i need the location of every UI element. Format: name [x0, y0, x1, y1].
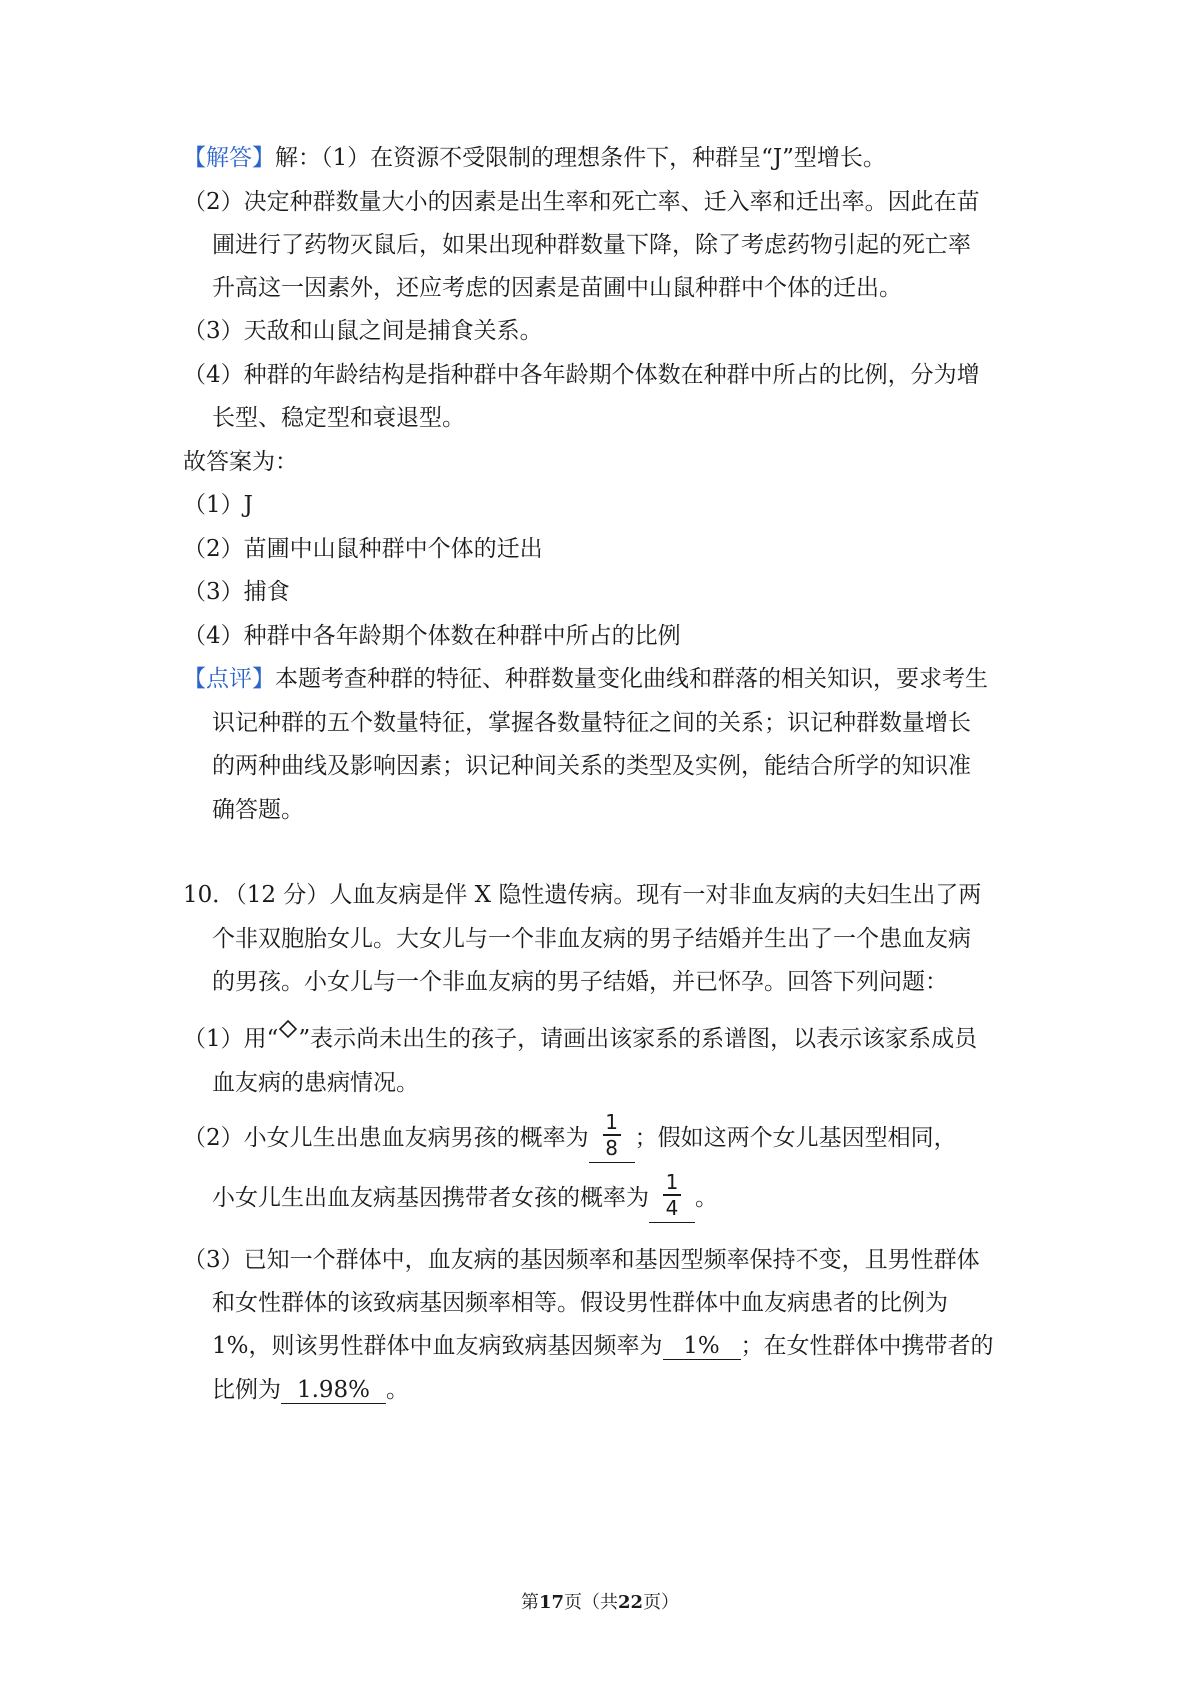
- page-footer: [0, 1588, 1200, 1614]
- final-answer-2: （2）苗圃中山鼠种群中个体的迁出: [183, 536, 543, 562]
- review-tag: 【点评】: [183, 666, 275, 692]
- diamond-icon: [278, 1017, 298, 1047]
- answer-p2-line3: 升高这一因素外，还应考虑的因素是苗圃中山鼠种群中个体的迁出。: [212, 275, 902, 301]
- q10-part2-line2-pre: 小女儿生出血友病基因携带者女孩的概率为: [212, 1184, 649, 1211]
- q10-stem-line2: 个非双胞胎女儿。大女儿与一个非血友病的男子结婚并生出了一个患血友病: [212, 926, 971, 952]
- footer-post: 页）: [643, 1592, 680, 1613]
- final-answer-4: （4）种群中各年龄期个体数在种群中所占的比例: [183, 623, 681, 649]
- answer-tag: 【解答】: [183, 145, 275, 171]
- footer-total-pages: 22: [618, 1592, 644, 1613]
- fraction-1-8: [603, 1112, 621, 1158]
- fraction-2-numerator: 1: [665, 1170, 679, 1194]
- q10-part2-line2: [212, 1170, 718, 1220]
- q10-part3-line4-pre: 比例为: [212, 1377, 281, 1403]
- fraction-1-4: [663, 1172, 681, 1218]
- answer-p4-line1: （4）种群的年龄结构是指种群中各年龄期个体数在种群中所占的比例，分为增: [183, 362, 980, 388]
- answer-blank-fraction-1: [589, 1110, 635, 1163]
- q10-part3-line4: [212, 1375, 409, 1405]
- q10-part1-line1: [183, 1024, 977, 1054]
- fraction-1-numerator: 1: [605, 1110, 618, 1134]
- q10-part1-post: ”表示尚未出生的孩子，请画出该家系的系谱图，以表示该家系成员: [298, 1026, 978, 1052]
- final-answer-3: （3）捕食: [183, 579, 290, 605]
- review-line3: 的两种曲线及影响因素；识记种间关系的类型及实例，能结合所学的知识准: [212, 753, 971, 779]
- q10-stem-line1: 10．（12 分）人血友病是伴 X 隐性遗传病。现有一对非血友病的夫妇生出了两: [183, 882, 982, 908]
- answer-intro: 解：（1）在资源不受限制的理想条件下，种群呈“J”型增长。: [275, 145, 886, 171]
- answer-blank-carrier-ratio: 1.98%: [281, 1377, 386, 1404]
- fraction-2-denominator: 4: [665, 1195, 679, 1220]
- q10-part3-line3-post: ；在女性群体中携带者的: [740, 1333, 994, 1359]
- q10-part3-line4-post: 。: [386, 1377, 409, 1403]
- answer-conclusion: 故答案为：: [183, 449, 298, 475]
- q10-part3-line3-pre: 1%，则该男性群体中血友病致病基因频率为: [212, 1333, 663, 1359]
- answer-blank-gene-frequency: 1%: [663, 1333, 741, 1360]
- q10-part1-line2: 血友病的患病情况。: [212, 1070, 419, 1096]
- final-answer-1: （1）J: [183, 492, 253, 518]
- q10-stem-line3: 的男孩。小女儿与一个非血友病的男子结婚，并已怀孕。回答下列问题：: [212, 969, 948, 995]
- answer-p4-line2: 长型、稳定型和衰退型。: [212, 405, 465, 431]
- answer-p2-line1: （2）决定种群数量大小的因素是出生率和死亡率、迁入率和迁出率。因此在苗: [183, 189, 980, 215]
- review-line4: 确答题。: [212, 797, 304, 823]
- answer-blank-fraction-2: [649, 1170, 695, 1223]
- footer-page-number: 17: [538, 1592, 564, 1613]
- q10-part3-line2: 和女性群体的该致病基因频率相等。假设男性群体中血友病患者的比例为: [212, 1290, 948, 1316]
- footer-pre: 第: [520, 1592, 539, 1613]
- review-line1: [183, 664, 988, 694]
- q10-part2-pre: （2）小女儿生出患血友病男孩的概率为: [183, 1124, 589, 1151]
- q10-part2-line1: [183, 1110, 957, 1160]
- footer-mid: 页（共: [564, 1592, 618, 1613]
- review-line2: 识记种群的五个数量特征，掌握各数量特征之间的关系；识记种群数量增长: [212, 710, 971, 736]
- q10-part3-line3: [212, 1331, 994, 1361]
- answer-p3: （3）天敌和山鼠之间是捕食关系。: [183, 318, 543, 344]
- q10-part2-mid: ；假如这两个女儿基因型相同，: [634, 1124, 957, 1151]
- q10-part1-pre: （1）用“: [183, 1026, 279, 1052]
- answer-p2-line2: 圃进行了药物灭鼠后，如果出现种群数量下降，除了考虑药物引起的死亡率: [212, 232, 971, 258]
- q10-part3-line1: （3）已知一个群体中，血友病的基因频率和基因型频率保持不变，且男性群体: [183, 1247, 980, 1273]
- q10-part2-line2-post: 。: [695, 1184, 718, 1211]
- review-text-1: 本题考查种群的特征、种群数量变化曲线和群落的相关知识，要求考生: [275, 666, 988, 692]
- answer-intro-line: [183, 143, 886, 173]
- fraction-1-denominator: 8: [605, 1135, 618, 1160]
